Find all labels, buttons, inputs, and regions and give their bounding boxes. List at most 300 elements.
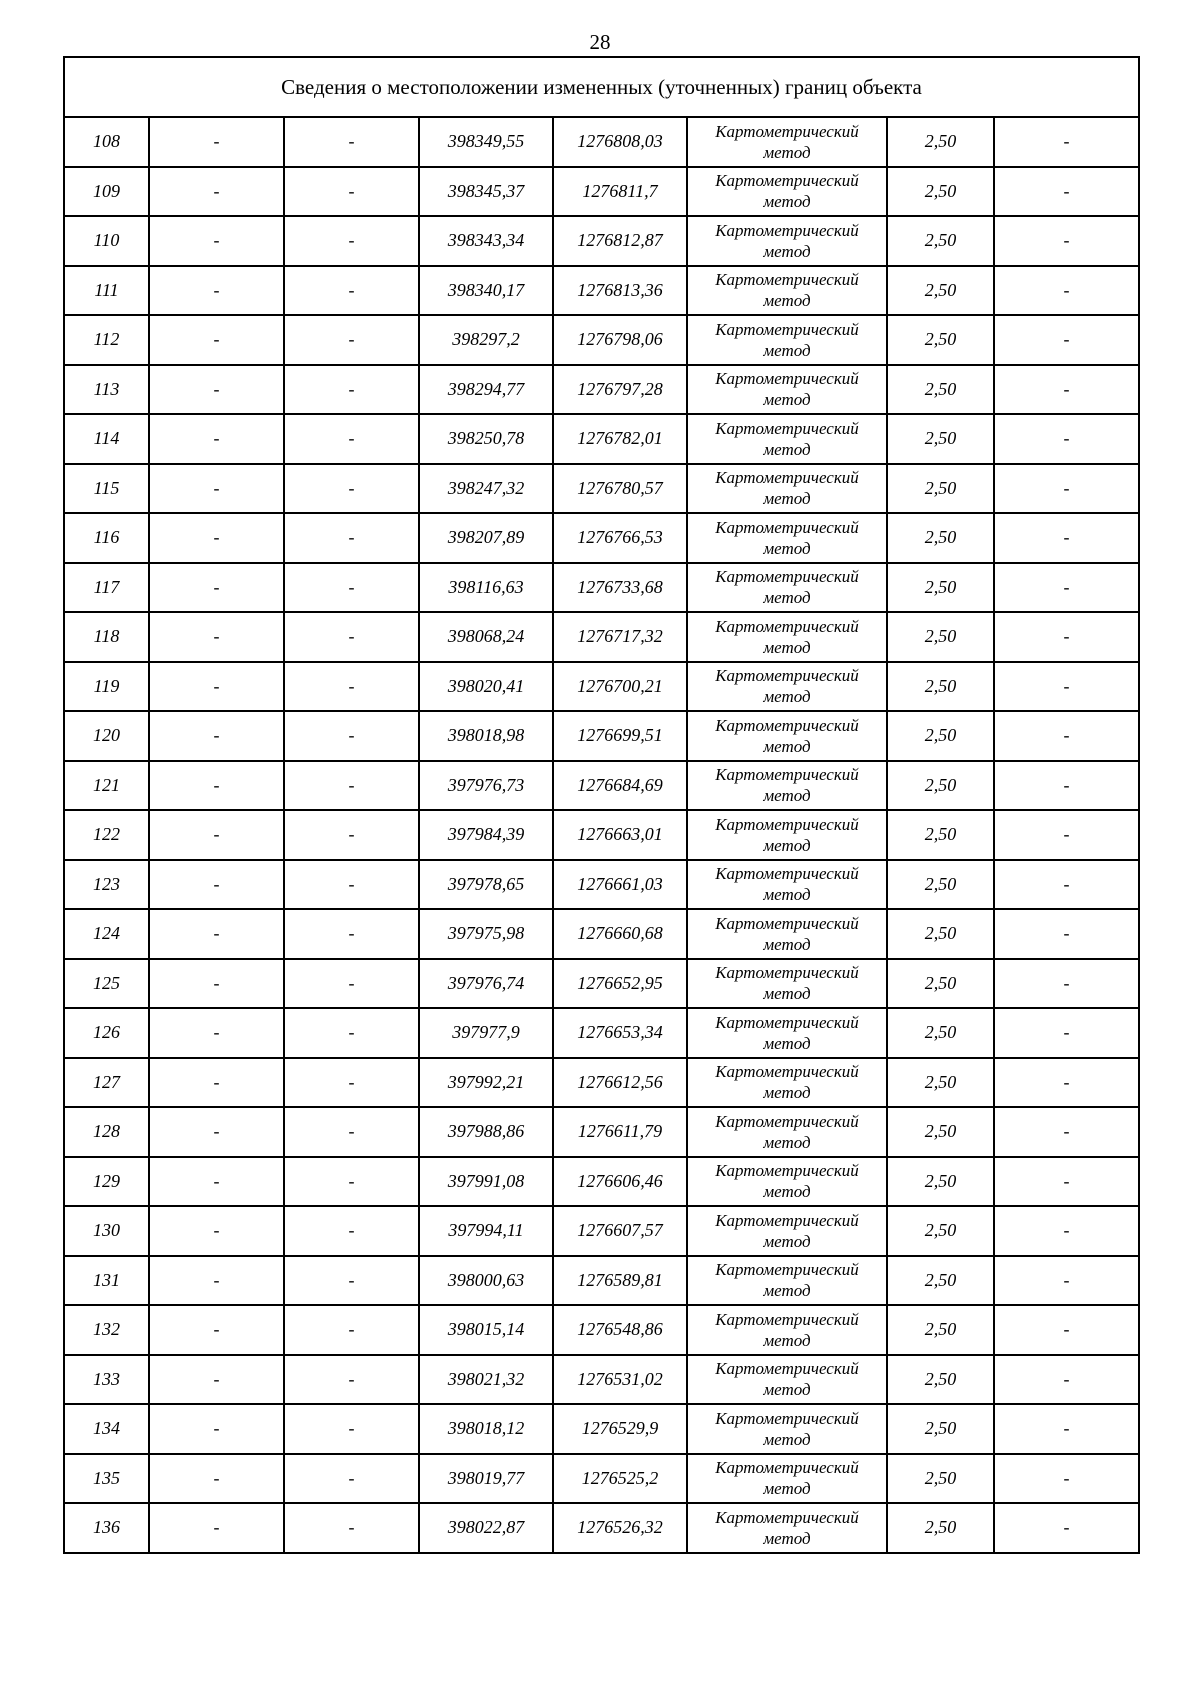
- y-coordinate-cell: 1276652,95: [553, 959, 687, 1009]
- accuracy-cell: 2,50: [887, 909, 994, 959]
- method-label-line2: метод: [763, 439, 811, 459]
- x-coordinate-cell: 398068,24: [419, 612, 553, 662]
- table-row: [64, 1355, 1139, 1405]
- old-x-cell: -: [149, 860, 284, 910]
- x-coordinate-cell: 398015,14: [419, 1305, 553, 1355]
- method-label-line2: метод: [763, 291, 811, 311]
- point-number-cell: 132: [64, 1305, 149, 1355]
- method-label-line1: Картометрический: [715, 220, 859, 240]
- point-number-cell: 135: [64, 1454, 149, 1504]
- description-cell: -: [994, 315, 1139, 365]
- table-title: Сведения о местоположении измененных (уточненных) границ объекта: [64, 57, 1139, 117]
- old-y-cell: -: [284, 266, 419, 316]
- table-row: [64, 612, 1139, 662]
- table-row: [64, 216, 1139, 266]
- method-cell: [687, 1206, 887, 1256]
- method-label-line2: метод: [763, 1182, 811, 1202]
- method-label-line2: метод: [763, 340, 811, 360]
- old-y-cell: -: [284, 563, 419, 613]
- old-y-cell: -: [284, 315, 419, 365]
- table-row: [64, 860, 1139, 910]
- table-row: [64, 1404, 1139, 1454]
- method-label-line2: метод: [763, 736, 811, 756]
- method-cell: [687, 1454, 887, 1504]
- accuracy-cell: 2,50: [887, 860, 994, 910]
- description-cell: -: [994, 1157, 1139, 1207]
- old-x-cell: -: [149, 563, 284, 613]
- point-number-cell: 133: [64, 1355, 149, 1405]
- method-label-line1: Картометрический: [715, 715, 859, 735]
- old-y-cell: -: [284, 761, 419, 811]
- table-row: [64, 414, 1139, 464]
- y-coordinate-cell: 1276529,9: [553, 1404, 687, 1454]
- description-cell: -: [994, 365, 1139, 415]
- accuracy-cell: 2,50: [887, 1355, 994, 1405]
- table-row: [64, 563, 1139, 613]
- method-label-line1: Картометрический: [715, 1111, 859, 1131]
- old-x-cell: -: [149, 1503, 284, 1553]
- method-cell: [687, 315, 887, 365]
- old-x-cell: -: [149, 1404, 284, 1454]
- accuracy-cell: 2,50: [887, 513, 994, 563]
- y-coordinate-cell: 1276717,32: [553, 612, 687, 662]
- method-label-line1: Картометрический: [715, 765, 859, 785]
- description-cell: -: [994, 1305, 1139, 1355]
- point-number-cell: 109: [64, 167, 149, 217]
- method-cell: [687, 810, 887, 860]
- y-coordinate-cell: 1276780,57: [553, 464, 687, 514]
- method-label-line2: метод: [763, 687, 811, 707]
- method-label-line2: метод: [763, 885, 811, 905]
- old-y-cell: -: [284, 860, 419, 910]
- y-coordinate-cell: 1276782,01: [553, 414, 687, 464]
- method-label-line1: Картометрический: [715, 1260, 859, 1280]
- method-label-line2: метод: [763, 1429, 811, 1449]
- method-label-line2: метод: [763, 142, 811, 162]
- method-label-line1: Картометрический: [715, 468, 859, 488]
- point-number-cell: 125: [64, 959, 149, 1009]
- old-y-cell: -: [284, 365, 419, 415]
- accuracy-cell: 2,50: [887, 1256, 994, 1306]
- old-x-cell: -: [149, 266, 284, 316]
- table-row: [64, 266, 1139, 316]
- method-label-line1: Картометрический: [715, 418, 859, 438]
- accuracy-cell: 2,50: [887, 1157, 994, 1207]
- point-number-cell: 126: [64, 1008, 149, 1058]
- description-cell: -: [994, 810, 1139, 860]
- method-label-line2: метод: [763, 1380, 811, 1400]
- old-x-cell: -: [149, 1256, 284, 1306]
- y-coordinate-cell: 1276589,81: [553, 1256, 687, 1306]
- y-coordinate-cell: 1276607,57: [553, 1206, 687, 1256]
- method-label-line1: Картометрический: [715, 319, 859, 339]
- old-x-cell: -: [149, 1107, 284, 1157]
- method-label-line1: Картометрический: [715, 171, 859, 191]
- method-label-line1: Картометрический: [715, 1210, 859, 1230]
- method-label-line1: Картометрический: [715, 814, 859, 834]
- y-coordinate-cell: 1276660,68: [553, 909, 687, 959]
- method-label-line1: Картометрический: [715, 963, 859, 983]
- old-y-cell: -: [284, 810, 419, 860]
- accuracy-cell: 2,50: [887, 563, 994, 613]
- method-cell: [687, 1157, 887, 1207]
- accuracy-cell: 2,50: [887, 612, 994, 662]
- accuracy-cell: 2,50: [887, 117, 994, 167]
- method-label-line2: метод: [763, 1231, 811, 1251]
- point-number-cell: 114: [64, 414, 149, 464]
- description-cell: -: [994, 1454, 1139, 1504]
- method-cell: [687, 464, 887, 514]
- old-y-cell: -: [284, 464, 419, 514]
- old-y-cell: -: [284, 1404, 419, 1454]
- method-cell: [687, 1008, 887, 1058]
- description-cell: -: [994, 1008, 1139, 1058]
- point-number-cell: 120: [64, 711, 149, 761]
- description-cell: -: [994, 117, 1139, 167]
- point-number-cell: 129: [64, 1157, 149, 1207]
- table-row: [64, 959, 1139, 1009]
- description-cell: -: [994, 1206, 1139, 1256]
- y-coordinate-cell: 1276700,21: [553, 662, 687, 712]
- description-cell: -: [994, 1404, 1139, 1454]
- method-cell: [687, 1058, 887, 1108]
- method-label-line1: Картометрический: [715, 1507, 859, 1527]
- x-coordinate-cell: 398018,12: [419, 1404, 553, 1454]
- old-x-cell: -: [149, 959, 284, 1009]
- accuracy-cell: 2,50: [887, 1503, 994, 1553]
- old-x-cell: -: [149, 909, 284, 959]
- x-coordinate-cell: 398019,77: [419, 1454, 553, 1504]
- x-coordinate-cell: 397976,73: [419, 761, 553, 811]
- y-coordinate-cell: 1276531,02: [553, 1355, 687, 1405]
- method-label-line1: Картометрический: [715, 616, 859, 636]
- table-row: [64, 365, 1139, 415]
- old-x-cell: -: [149, 513, 284, 563]
- method-cell: [687, 1404, 887, 1454]
- old-y-cell: -: [284, 909, 419, 959]
- old-x-cell: -: [149, 1305, 284, 1355]
- y-coordinate-cell: 1276766,53: [553, 513, 687, 563]
- y-coordinate-cell: 1276661,03: [553, 860, 687, 910]
- old-y-cell: -: [284, 1503, 419, 1553]
- old-y-cell: -: [284, 1058, 419, 1108]
- y-coordinate-cell: 1276808,03: [553, 117, 687, 167]
- method-label-line2: метод: [763, 1033, 811, 1053]
- x-coordinate-cell: 398018,98: [419, 711, 553, 761]
- table-row: [64, 810, 1139, 860]
- method-label-line1: Картометрический: [715, 1161, 859, 1181]
- y-coordinate-cell: 1276606,46: [553, 1157, 687, 1207]
- x-coordinate-cell: 398207,89: [419, 513, 553, 563]
- old-y-cell: -: [284, 513, 419, 563]
- point-number-cell: 116: [64, 513, 149, 563]
- method-label-line1: Картометрический: [715, 1309, 859, 1329]
- old-y-cell: -: [284, 216, 419, 266]
- method-label-line2: метод: [763, 489, 811, 509]
- method-label-line1: Картометрический: [715, 864, 859, 884]
- method-label-line2: метод: [763, 192, 811, 212]
- method-label-line1: Картометрический: [715, 517, 859, 537]
- method-cell: [687, 266, 887, 316]
- point-number-cell: 127: [64, 1058, 149, 1108]
- method-cell: [687, 662, 887, 712]
- table-row: [64, 1206, 1139, 1256]
- old-y-cell: -: [284, 959, 419, 1009]
- table-row: [64, 662, 1139, 712]
- accuracy-cell: 2,50: [887, 959, 994, 1009]
- method-label-line2: метод: [763, 786, 811, 806]
- accuracy-cell: 2,50: [887, 266, 994, 316]
- method-cell: [687, 1355, 887, 1405]
- method-cell: [687, 167, 887, 217]
- point-number-cell: 136: [64, 1503, 149, 1553]
- method-label-line2: метод: [763, 588, 811, 608]
- description-cell: -: [994, 464, 1139, 514]
- method-label-line2: метод: [763, 835, 811, 855]
- old-y-cell: -: [284, 1107, 419, 1157]
- accuracy-cell: 2,50: [887, 464, 994, 514]
- old-y-cell: -: [284, 612, 419, 662]
- method-label-line2: метод: [763, 241, 811, 261]
- old-x-cell: -: [149, 167, 284, 217]
- old-y-cell: -: [284, 662, 419, 712]
- point-number-cell: 111: [64, 266, 149, 316]
- accuracy-cell: 2,50: [887, 414, 994, 464]
- old-y-cell: -: [284, 711, 419, 761]
- point-number-cell: 119: [64, 662, 149, 712]
- x-coordinate-cell: 398340,17: [419, 266, 553, 316]
- table-row: [64, 513, 1139, 563]
- method-label-line1: Картометрический: [715, 913, 859, 933]
- description-cell: -: [994, 1503, 1139, 1553]
- table-row: [64, 1503, 1139, 1553]
- accuracy-cell: 2,50: [887, 711, 994, 761]
- old-y-cell: -: [284, 1256, 419, 1306]
- x-coordinate-cell: 397994,11: [419, 1206, 553, 1256]
- description-cell: -: [994, 414, 1139, 464]
- accuracy-cell: 2,50: [887, 1454, 994, 1504]
- description-cell: -: [994, 266, 1139, 316]
- method-label-line1: Картометрический: [715, 1458, 859, 1478]
- old-x-cell: -: [149, 1355, 284, 1405]
- x-coordinate-cell: 397978,65: [419, 860, 553, 910]
- x-coordinate-cell: 398116,63: [419, 563, 553, 613]
- x-coordinate-cell: 398000,63: [419, 1256, 553, 1306]
- x-coordinate-cell: 398250,78: [419, 414, 553, 464]
- y-coordinate-cell: 1276653,34: [553, 1008, 687, 1058]
- point-number-cell: 115: [64, 464, 149, 514]
- boundary-coordinates-table: [63, 56, 1140, 1554]
- method-cell: [687, 711, 887, 761]
- accuracy-cell: 2,50: [887, 1008, 994, 1058]
- point-number-cell: 113: [64, 365, 149, 415]
- table-row: [64, 711, 1139, 761]
- table-row: [64, 1454, 1139, 1504]
- method-cell: [687, 1305, 887, 1355]
- method-label-line2: метод: [763, 538, 811, 558]
- method-cell: [687, 860, 887, 910]
- old-x-cell: -: [149, 1008, 284, 1058]
- y-coordinate-cell: 1276811,7: [553, 167, 687, 217]
- old-x-cell: -: [149, 662, 284, 712]
- old-y-cell: -: [284, 1454, 419, 1504]
- old-y-cell: -: [284, 1355, 419, 1405]
- point-number-cell: 117: [64, 563, 149, 613]
- y-coordinate-cell: 1276525,2: [553, 1454, 687, 1504]
- point-number-cell: 128: [64, 1107, 149, 1157]
- method-cell: [687, 959, 887, 1009]
- x-coordinate-cell: 397975,98: [419, 909, 553, 959]
- accuracy-cell: 2,50: [887, 216, 994, 266]
- old-x-cell: -: [149, 1206, 284, 1256]
- description-cell: -: [994, 1058, 1139, 1108]
- method-cell: [687, 1256, 887, 1306]
- table-row: [64, 315, 1139, 365]
- table-body: [64, 117, 1139, 1553]
- old-x-cell: -: [149, 365, 284, 415]
- method-label-line2: метод: [763, 1132, 811, 1152]
- accuracy-cell: 2,50: [887, 1305, 994, 1355]
- method-label-line1: Картометрический: [715, 270, 859, 290]
- x-coordinate-cell: 398022,87: [419, 1503, 553, 1553]
- old-y-cell: -: [284, 414, 419, 464]
- method-label-line2: метод: [763, 637, 811, 657]
- x-coordinate-cell: 397976,74: [419, 959, 553, 1009]
- description-cell: -: [994, 563, 1139, 613]
- x-coordinate-cell: 398294,77: [419, 365, 553, 415]
- old-y-cell: -: [284, 1206, 419, 1256]
- accuracy-cell: 2,50: [887, 167, 994, 217]
- method-label-line1: Картометрический: [715, 567, 859, 587]
- x-coordinate-cell: 398020,41: [419, 662, 553, 712]
- point-number-cell: 112: [64, 315, 149, 365]
- description-cell: -: [994, 959, 1139, 1009]
- x-coordinate-cell: 397992,21: [419, 1058, 553, 1108]
- old-x-cell: -: [149, 1058, 284, 1108]
- x-coordinate-cell: 398247,32: [419, 464, 553, 514]
- old-x-cell: -: [149, 612, 284, 662]
- y-coordinate-cell: 1276699,51: [553, 711, 687, 761]
- description-cell: -: [994, 761, 1139, 811]
- method-label-line1: Картометрический: [715, 121, 859, 141]
- y-coordinate-cell: 1276526,32: [553, 1503, 687, 1553]
- description-cell: -: [994, 167, 1139, 217]
- table-row: [64, 1107, 1139, 1157]
- table-row: [64, 1058, 1139, 1108]
- method-cell: [687, 909, 887, 959]
- table-row: [64, 761, 1139, 811]
- method-label-line2: метод: [763, 1281, 811, 1301]
- accuracy-cell: 2,50: [887, 761, 994, 811]
- method-cell: [687, 117, 887, 167]
- old-y-cell: -: [284, 1157, 419, 1207]
- method-cell: [687, 1107, 887, 1157]
- y-coordinate-cell: 1276812,87: [553, 216, 687, 266]
- method-cell: [687, 216, 887, 266]
- x-coordinate-cell: 397977,9: [419, 1008, 553, 1058]
- old-x-cell: -: [149, 761, 284, 811]
- old-x-cell: -: [149, 315, 284, 365]
- y-coordinate-cell: 1276548,86: [553, 1305, 687, 1355]
- method-cell: [687, 761, 887, 811]
- description-cell: -: [994, 662, 1139, 712]
- method-label-line1: Картометрический: [715, 666, 859, 686]
- point-number-cell: 118: [64, 612, 149, 662]
- point-number-cell: 134: [64, 1404, 149, 1454]
- accuracy-cell: 2,50: [887, 365, 994, 415]
- method-label-line1: Картометрический: [715, 1408, 859, 1428]
- old-x-cell: -: [149, 1157, 284, 1207]
- x-coordinate-cell: 397991,08: [419, 1157, 553, 1207]
- x-coordinate-cell: 398345,37: [419, 167, 553, 217]
- old-x-cell: -: [149, 216, 284, 266]
- table-row: [64, 117, 1139, 167]
- x-coordinate-cell: 397988,86: [419, 1107, 553, 1157]
- description-cell: -: [994, 1107, 1139, 1157]
- point-number-cell: 108: [64, 117, 149, 167]
- point-number-cell: 131: [64, 1256, 149, 1306]
- point-number-cell: 122: [64, 810, 149, 860]
- method-cell: [687, 414, 887, 464]
- point-number-cell: 124: [64, 909, 149, 959]
- old-x-cell: -: [149, 117, 284, 167]
- x-coordinate-cell: 397984,39: [419, 810, 553, 860]
- method-label-line2: метод: [763, 1083, 811, 1103]
- y-coordinate-cell: 1276684,69: [553, 761, 687, 811]
- method-label-line1: Картометрический: [715, 1012, 859, 1032]
- method-cell: [687, 365, 887, 415]
- table-row: [64, 1256, 1139, 1306]
- table-row: [64, 1305, 1139, 1355]
- x-coordinate-cell: 398343,34: [419, 216, 553, 266]
- y-coordinate-cell: 1276798,06: [553, 315, 687, 365]
- description-cell: -: [994, 612, 1139, 662]
- table-row: [64, 464, 1139, 514]
- method-cell: [687, 1503, 887, 1553]
- method-cell: [687, 612, 887, 662]
- table-row: [64, 1157, 1139, 1207]
- accuracy-cell: 2,50: [887, 1107, 994, 1157]
- x-coordinate-cell: 398349,55: [419, 117, 553, 167]
- method-label-line2: метод: [763, 390, 811, 410]
- method-label-line1: Картометрический: [715, 369, 859, 389]
- old-x-cell: -: [149, 711, 284, 761]
- method-label-line2: метод: [763, 1479, 811, 1499]
- accuracy-cell: 2,50: [887, 1404, 994, 1454]
- old-x-cell: -: [149, 464, 284, 514]
- method-label-line1: Картометрический: [715, 1062, 859, 1082]
- old-x-cell: -: [149, 414, 284, 464]
- description-cell: -: [994, 513, 1139, 563]
- y-coordinate-cell: 1276733,68: [553, 563, 687, 613]
- x-coordinate-cell: 398297,2: [419, 315, 553, 365]
- table-row: [64, 1008, 1139, 1058]
- y-coordinate-cell: 1276663,01: [553, 810, 687, 860]
- old-y-cell: -: [284, 1008, 419, 1058]
- page-number: 28: [589, 30, 611, 54]
- old-x-cell: -: [149, 810, 284, 860]
- method-label-line2: метод: [763, 934, 811, 954]
- description-cell: -: [994, 216, 1139, 266]
- description-cell: -: [994, 909, 1139, 959]
- old-y-cell: -: [284, 117, 419, 167]
- description-cell: -: [994, 1355, 1139, 1405]
- method-cell: [687, 513, 887, 563]
- description-cell: -: [994, 711, 1139, 761]
- table-row: [64, 909, 1139, 959]
- accuracy-cell: 2,50: [887, 315, 994, 365]
- method-label-line2: метод: [763, 1330, 811, 1350]
